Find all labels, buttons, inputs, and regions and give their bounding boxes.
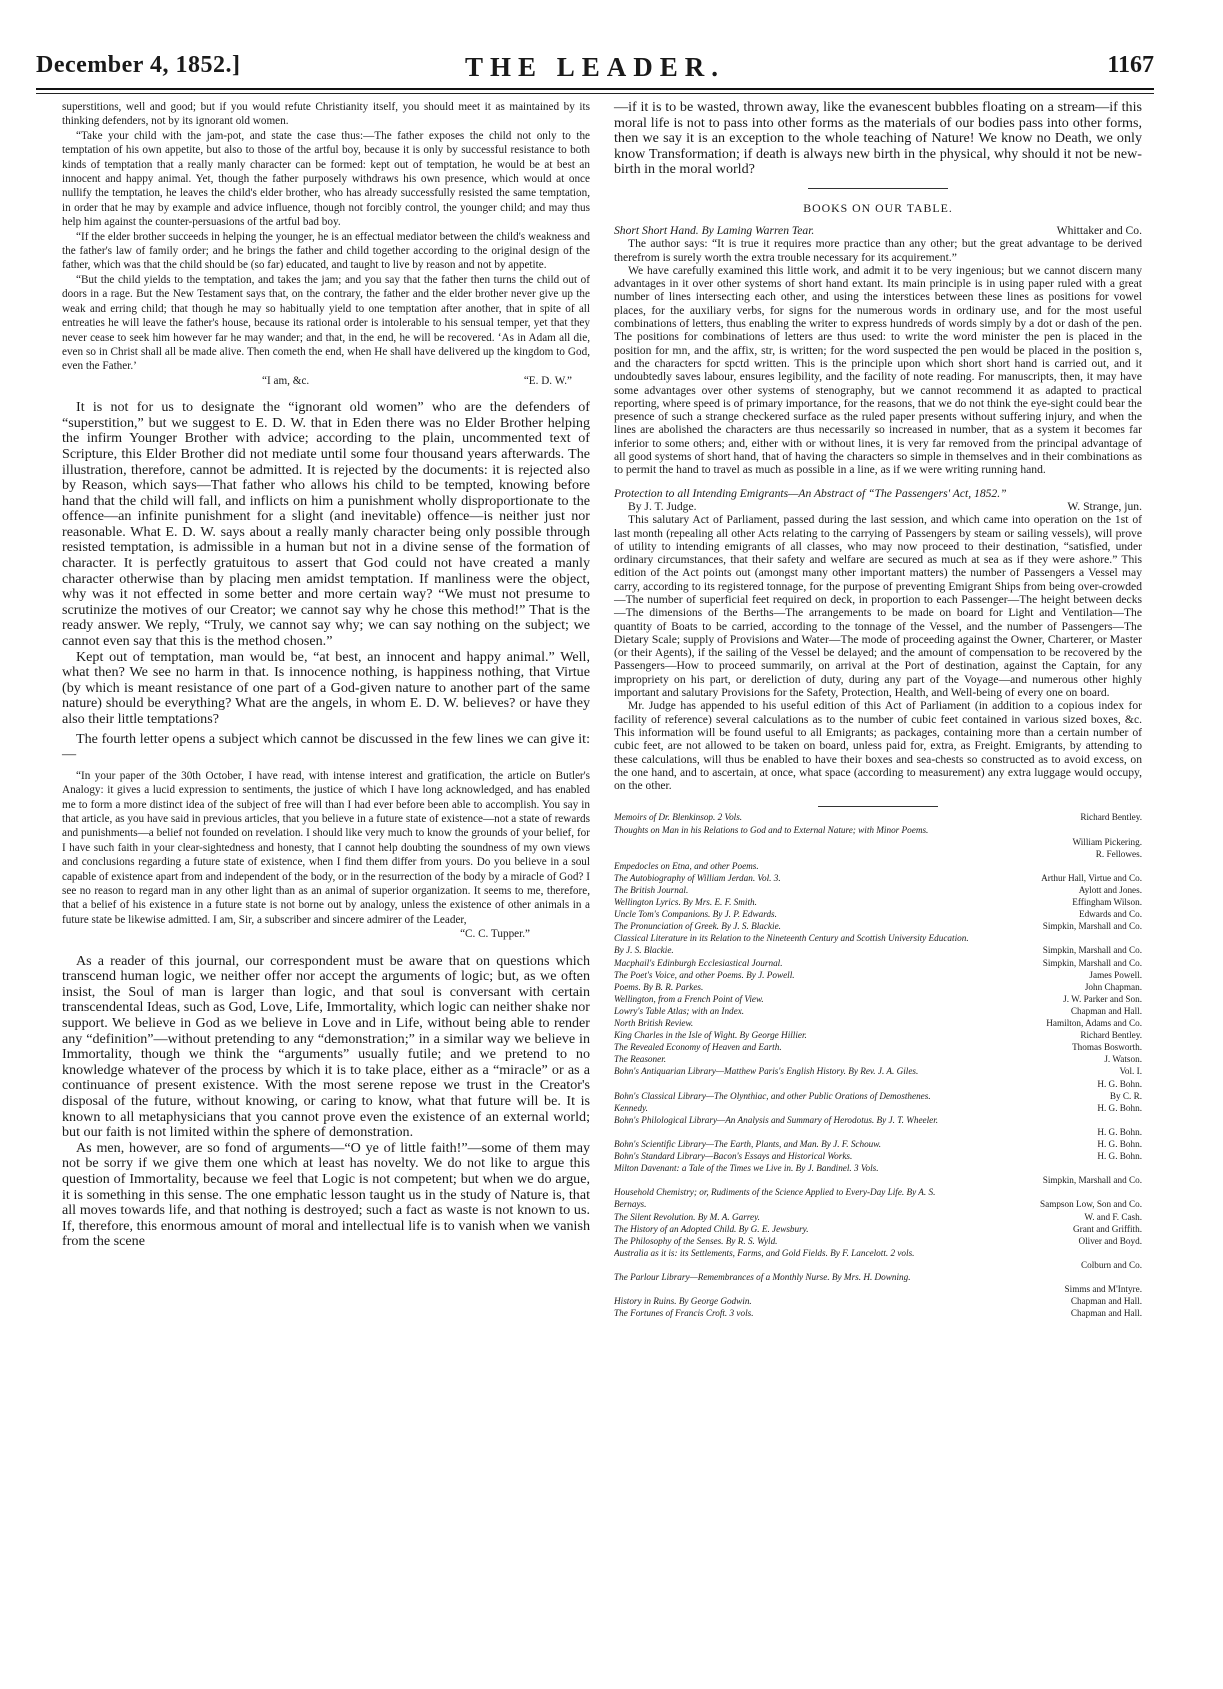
quoted-paragraph: “But the child yields to the temptation, and takes the jam; and you say that the father then turns the child out of doors in a rage. But the New Testament says that, on the contrary, the father and the elder brother never give up the weak and erring child; that though he may so habitually yield to one temptation after another, that in spite of all entreaties he will leave the father's house, because its rational order is intolerable to his sensual temper, yet that they never cease to seek him however far he may wander; and that, in the end, he will be recovered. ‘As in Adam all die, even so in Christ shall all be made alive. Then cometh the end, when He shall have delivered up the kingdom to God, even the Father.’ [62,273,590,373]
review-publisher: W. Strange, jun. [1067,499,1142,513]
book-list-item [614,932,1142,944]
book-publisher: By C. R. [1109,1090,1142,1101]
book-list-item [614,1126,1142,1138]
book-list-item [614,1053,1142,1065]
review-paragraph: The author says: “It is true it requires more practice than any other; but the great advantage to be derived therefrom is surely worth the extra trouble necessary for its acquirement.” [614,237,1142,264]
book-list-item [614,920,1142,932]
paragraph: superstitions, well and good; but if you would refute Christianity itself, you should meet it as maintained by its thinking defenders, not by its ignorant old women. [62,101,590,128]
book-publisher: H. G. Bohn. [1097,1102,1142,1113]
book-list-item [614,1271,1142,1283]
book-title: Bohn's Standard Library—Bacon's Essays and Historical Works. [614,1151,853,1162]
quoted-paragraph: “If the elder brother succeeds in helping the younger, he is an effectual mediator between the child's weakness and the father's law of family order; and he brings the father and child together according to the original design of the father, which was that the child should be (so far) educated, and taught to live by reason and not by appetite. [62,230,590,272]
book-publisher: Simpkin, Marshall and Co. [1042,945,1142,956]
book-title: Household Chemistry; or, Rudiments of the Science Applied to Every-Day Life. By A. S. [614,1187,936,1198]
signature-closing: “I am, &c. [262,374,310,387]
book-publisher: Effingham Wilson. [1072,897,1142,908]
book-title: Bohn's Antiquarian Library—Matthew Paris's English History. By Rev. J. A. Giles. [614,1066,919,1077]
page-number: 1167 [1107,52,1154,78]
book-list-item [614,1295,1142,1307]
book-publisher: Simpkin, Marshall and Co. [1042,1175,1142,1186]
book-list-item [614,1259,1142,1271]
book-list-item [614,1138,1142,1150]
book-publisher: Thomas Bosworth. [1072,1042,1142,1053]
list-divider [818,806,938,807]
book-list-item [614,1029,1142,1041]
book-title: The Reasoner. [614,1054,667,1065]
book-title: The Revealed Economy of Heaven and Earth. [614,1042,782,1053]
book-list-item [614,969,1142,981]
book-publisher: W. and F. Cash. [1084,1211,1142,1222]
book-title: Lowry's Table Atlas; with an Index. [614,1005,745,1016]
book-publisher: Simpkin, Marshall and Co. [1042,921,1142,932]
book-title: The Autobiography of William Jerdan. Vol. 3. [614,872,781,883]
book-list-item [614,1162,1142,1174]
book-publisher: Richard Bentley. [1080,812,1142,823]
book-title: The Pronunciation of Greek. By J. S. Blackie. [614,921,781,932]
newspaper-title: THE LEADER. [464,52,726,82]
book-title: North British Review. [614,1018,694,1029]
book-list-item [614,1198,1142,1210]
book-list-item [614,1150,1142,1162]
right-column [614,100,1142,1319]
book-list-item [614,896,1142,908]
book-publisher: Sampson Low, Son and Co. [1040,1199,1142,1210]
book-list-item [614,1078,1142,1090]
book-title: The History of an Adopted Child. By G. E. Jewsbury. [614,1223,809,1234]
book-publisher: Oliver and Boyd. [1078,1235,1142,1246]
book-list-item [614,1102,1142,1114]
issue-date: December 4, 1852.] [36,52,241,78]
review-publisher: Whittaker and Co. [1056,223,1142,237]
book-list-item [614,1307,1142,1319]
book-publisher: Chapman and Hall. [1070,1005,1142,1016]
book-publisher: Simms and M'Intyre. [1064,1284,1142,1295]
book-title: The Parlour Library—Remembrances of a Monthly Nurse. By Mrs. H. Downing. [614,1272,911,1282]
signature-initials: “E. D. W.” [523,374,572,387]
book-list-item [614,981,1142,993]
books-received-list [614,811,1142,1319]
book-list-item [614,824,1142,836]
book-title: Bernays. [614,1199,647,1210]
book-publisher: Edwards and Co. [1078,909,1142,920]
book-list-item [614,908,1142,920]
book-title: Thoughts on Man in his Relations to God and to External Nature; with Minor Poems. [614,824,929,835]
book-list-item [614,1114,1142,1126]
review-paragraph: This salutary Act of Parliament, passed during the last session, and which came into operation on the 1st of last month (repealing all other Acts relating to the carrying of Passengers by steam or sailing vessels), will prove of utility to intending emigrants of all classes, who may now proceed to their destination, “satisfied, under ordinary circumstances, that their safety and welfare are secured as much at sea as if they were ashore.” This edition of the Act points out (amongst many other important matters) the number of Passengers a Vessel may carry, according to its registered tonnage, for the purpose of preventing Emigrant Ships from being over-crowded—The number of superficial feet required on deck, in proportion to each Passenger—The height between decks—The dimensions of the Berths—The arrangements to be made on board for Light and Ventilation—The quantity of Boats to be carried, according to the tonnage of the Vessel, and the number of Passengers—The Dietary Scale; supply of Provisions and Water—The mode of proceeding against the Owner, Charterer, or Master (or their Agents), if the sailing of the Vessel be delayed; and the amount of compensation to be recovered by the Passengers—How to proceed summarily, on arrival at the Port of destination, against the Captain, for any impropriety on his part, or dereliction of duty, during any part of the Voyage—and numerous other highly important and salutary Provisions for the Safety, Protection, Health, and Well-being of every one on board. [614,513,1142,700]
review-paragraph: We have carefully examined this little work, and admit it to be very ingenious; but we cannot discern many advantages in it over other systems of short hand extant. Its main principle is in using paper ruled with a great number of lines intersecting each other, and using the interstices between these lines as positions for vowel places, for the auxiliary verbs, for signs for the numerous words in ordinary use, and for the most useful combinations of letters, thus enabling the writer to express hundreds of words simply by a dot or dash of the pen. The positions for combinations of letters are thus used: to write the word minister the pen is placed in the position for mn, and the affix, str, is written; for the word suspected the pen would be placed in the position s, and the characters for spctd written. This is the principle upon which short short hand is carried out, and it undoubtedly saves labour, ensures legibility, and the facility of note reading. For manuscripts, then, it may have some advantages over other systems of stenography, but we cannot recommend it as adapted to practical reporting, where speed is of primary importance, for the reasons, that we do not think the eye-sight could bear the presence of such a strange checkered surface as the ruled paper presents without suffering injury, and when the lines are abolished the characters are thus necessarily so increased in number, that as a system it becomes far inferior to some others; and, either with or without lines, it is very far removed from the principal advantage of all good systems of short hand, that of having the characters so simple in themselves and in their combinations as to permit the hand to travel as much as possible in a line, as if we were writing running hand. [614,263,1142,477]
book-title: The Fortunes of Francis Croft. 3 vols. [614,1308,754,1319]
book-title: King Charles in the Isle of Wight. By George Hillier. [614,1030,807,1041]
book-publisher: Colburn and Co. [1081,1259,1142,1270]
left-column [62,100,590,1250]
review-heading [614,487,1142,514]
book-publisher: John Chapman. [1084,981,1142,992]
book-publisher: H. G. Bohn. [1097,1138,1142,1149]
review-title: Short Short Hand. By Laming Warren Tear. [614,223,815,237]
book-publisher: Grant and Griffith. [1073,1223,1142,1234]
book-list-item [614,1211,1142,1223]
book-title: Uncle Tom's Companions. By J. P. Edwards. [614,909,777,920]
review-paragraph: Mr. Judge has appended to his useful edition of this Act of Parliament (in addition to a copious index for facility of reference) several calculations as to the number of cubic feet contained in various sized boxes, &c. This information will be found useful to all Emigrants; as packages, containing more than a certain number of cubic feet, are not allowed to be taken on board, unless paid for, extra, as Freight. Emigrants, by attending to these calculations, will thus be enabled to have their boxes and sea-chests so constructed as to avoid excess, on the one hand, and to ascertain, at once, what space (according to measurement) any extra luggage would occupy, on the other. [614,699,1142,793]
book-list-item [614,1005,1142,1017]
masthead [36,52,1154,86]
book-title: Poems. By B. R. Parkes. [614,981,704,992]
book-title: By J. S. Blackie. [614,945,674,956]
book-publisher: H. G. Bohn. [1097,1126,1142,1137]
book-publisher: H. G. Bohn. [1097,1151,1142,1162]
book-publisher: Chapman and Hall. [1070,1296,1142,1307]
book-list-item [614,872,1142,884]
letter-signature [62,374,590,388]
review-author: By J. T. Judge. [628,499,697,513]
book-title: Wellington, from a French Point of View. [614,993,764,1004]
book-title: History in Ruins. By George Godwin. [614,1296,752,1307]
book-publisher: Simpkin, Marshall and Co. [1042,957,1142,968]
book-list-item [614,811,1142,823]
book-list-item [614,1065,1142,1077]
book-publisher: Aylott and Jones. [1078,885,1142,895]
book-list-item [614,1247,1142,1259]
masthead-rule-thick [36,88,1154,90]
letter-signature: “C. C. Tupper.” [460,928,530,941]
book-title: Bohn's Classical Library—The Olynthiac, and other Public Orations of Demosthenes. [614,1090,931,1101]
book-title: Empedocles on Etna, and other Poems. [614,860,759,871]
book-list-item [614,884,1142,896]
book-title: Australia as it is: its Settlements, Farms, and Gold Fields. By F. Lancelott. 2 vols. [614,1247,915,1258]
section-divider [808,188,948,189]
book-list-item [614,1041,1142,1053]
book-publisher: Hamilton, Adams and Co. [1046,1018,1142,1029]
book-list-item [614,957,1142,969]
book-title: Wellington Lyrics. By Mrs. E. F. Smith. [614,897,757,908]
book-list-item [614,836,1142,848]
book-title: The Poet's Voice, and other Poems. By J. Powell. [614,969,795,980]
book-publisher: Vol. I. [1119,1066,1142,1077]
book-list-item [614,1090,1142,1102]
book-title: Bohn's Scientific Library—The Earth, Plants, and Man. By J. F. Schouw. [614,1138,882,1149]
quoted-paragraph: “Take your child with the jam-pot, and state the case thus:—The father exposes the child not only to the temptation of his own appetite, but also to those of the artful boy, because it is only by successful resistance to both kinds of temptation that a really manly character can be formed: kept out of temptation, he would be at best an innocent and happy animal. Yet, though the father purposely withdraws his own presence, which would at once nullify the temptation, he leaves the child's elder brother, who has already successfully resisted the same temptation, in order that he may by example and advice influence, though not forcibly control, the younger child; and may thus help him against the counter-persuasions of the artful bad boy. [62,129,590,229]
review-title: Protection to all Intending Emigrants—An Abstract of “The Passengers' Act, 1852.” [614,486,1007,500]
book-list-item [614,848,1142,860]
book-list-item [614,993,1142,1005]
book-publisher: J. Watson. [1104,1054,1142,1065]
book-publisher: Chapman and Hall. [1070,1308,1142,1319]
book-list-item [614,1223,1142,1235]
book-title: Macphail's Edinburgh Ecclesiastical Journal. [614,957,783,968]
masthead-rule-thin [36,93,1154,94]
editorial-paragraph: It is not for us to designate the “ignorant old women” who are the defenders of “superstition,” but we suggest to E. D. W. that in Eden there was no Elder Brother helping the infirm Younger Brother with advice; according to the plain, uncommented text of Scripture, this Elder Brother did not mediate until some four thousand years afterwards. The illustration, therefore, cannot be admitted. It is rejected by the documents: it is rejected also by Reason, which says—That father who allows his child to be tempted, knowing before hand that the child will fall, and inflicts on him a punishment wholly disproportionate to the offence—an infinite punishment for a slight (and inevitable) offence—is neither just nor reasonable. What E. D. W. says about a really manly character being only possible through resisted temptation, is admissible in a human but not in a divine sense of the formation of character. It is perfectly gratuitous to assert that God could not have created a manly character otherwise than by placing men amidst temptation. If manliness were the object, why was it not effected in some better and more certain way? “We must not presume to scrutinize the motives of our Creator; we cannot say why he chose this method!” That is the ready answer. We reply, “Truly, we cannot say why; we can say nothing on the subject; we cannot even say that this is the method chosen.” [62,399,590,650]
book-list-item [614,1017,1142,1029]
book-publisher: J. W. Parker and Son. [1063,993,1142,1004]
book-title: Classical Literature in its Relation to the Nineteenth Century and Scottish University Education. [614,933,969,944]
book-title: The Philosophy of the Senses. By R. S. Wyld. [614,1235,778,1246]
book-list-item [614,860,1142,872]
book-list-item [614,944,1142,956]
book-publisher: Arthur Hall, Virtue and Co. [1041,872,1142,883]
editorial-paragraph: Kept out of temptation, man would be, “at best, an innocent and happy animal.” Well, what then? We see no harm in that. Is innocence nothing, is happiness nothing, that Virtue (by which is meant resistance of one part of a God-given nature to another part of the same nature) should be everything? What are the angels, in whom E. D. W. believes? or have they also their little temptations? [62,648,590,727]
book-title: Milton Davenant: a Tale of the Times we Live in. By J. Bandinel. 3 Vols. [614,1163,879,1174]
book-title: The British Journal. [614,885,689,895]
section-heading: BOOKS ON OUR TABLE. [803,200,953,215]
editorial-paragraph: —if it is to be wasted, thrown away, like the evanescent bubbles floating on a stream—if this moral life is not to pass into other forms as the materials of our bodies pass into other forms, then we say it is an exception to the whole teaching of Nature! We know no Death, we only know Transformation; if death is always new birth in the physical, why should it not be new-birth in the moral world? [614,99,1142,178]
book-list-item [614,1283,1142,1295]
book-list-item [614,1174,1142,1186]
editorial-paragraph: As a reader of this journal, our correspondent must be aware that on questions which transcend human logic, we neither offer nor accept the arguments of logic; but, as we often insist, the Soul of man is larger than logic, and that soul is conversant with certain transcendental Ideas, such as God, Love, Life, Immortality, which logic can neither shake nor support. We believe in God as we believe in Love and in Life, without being able to render any “definition”—without pretending to any “demonstration;” in a similar way we believe in Immortality, though we think the “arguments” usually futile; and we pretend to no knowledge whatever of the process by which it is to take place, either as a “miracle” or as a continuance of present existence. With the most serene repose we trust in the Creator's disposal of the future, without knowing, or caring to know, what that future will be. It is known to all metaphysicians that you cannot prove even the existence of an external world; but our faith is not limited within the sphere of demonstration. [62,952,590,1141]
book-publisher: Richard Bentley. [1080,1030,1142,1041]
book-list-item [614,1186,1142,1198]
book-title: Memoirs of Dr. Blenkinsop. 2 Vols. [614,812,743,823]
letter-paragraph: “In your paper of the 30th October, I have read, with intense interest and gratification, the article on Butler's Analogy: it gives a lucid expression to sentiments, the justice of which I have long acknowledged, and has enabled me to form a more distinct idea of the subject of free will than I had ever before been able to accomplish. You say in that article, as you have said in previous articles, that you believe in a future state of existence—not a state of rewards and punishments—a belief not founded on revelation. I should like very much to know the grounds of your belief, for I have such faith in your clear-sightedness and honesty, that I cannot help doubting the soundness of my own views and conclusions regarding a future state of existence, when I find them differ from yours. Do you believe in a soul capable of existence apart from and independent of the body, or in the resurrection of the body by a miracle of God? I see no reason to regard man in any other light than as an animal of superior organization. It seems to me, therefore, that a belief of his existence in a future state is not borne out by analogy, unless the existence of other animals in a future state be likewise admitted. I am, Sir, a subscriber and sincere admirer of the Leader, [62,769,590,926]
book-publisher: H. G. Bohn. [1097,1078,1142,1089]
book-publisher: William Pickering. [1072,836,1142,847]
book-title: The Silent Revolution. By M. A. Garrey. [614,1211,760,1222]
book-list-item [614,1235,1142,1247]
editorial-paragraph: As men, however, are so fond of arguments—“O ye of little faith!”—some of them may not be sorry if we give them one which at least has novelty. We do not like to argue this question of Immortality, because we feel that Logic is not competent; but when we do argue, it is something in this sense. The one emphatic lesson taught us in the study of Nature is, that all moves towards life, and that nothing is destroyed; such a fact as waste is not known to us. If, therefore, this enormous amount of moral and intellectual life is to vanish when we vanish from the scene [62,1139,590,1250]
book-title: Bohn's Philological Library—An Analysis and Summary of Herodotus. By J. T. Wheeler. [614,1114,939,1125]
book-publisher: James Powell. [1089,969,1142,980]
review-heading [614,224,1142,237]
book-publisher: R. Fellowes. [1095,848,1142,859]
book-title: Kennedy. [614,1102,648,1113]
editorial-paragraph: The fourth letter opens a subject which cannot be discussed in the few lines we can give it:— [62,730,590,763]
